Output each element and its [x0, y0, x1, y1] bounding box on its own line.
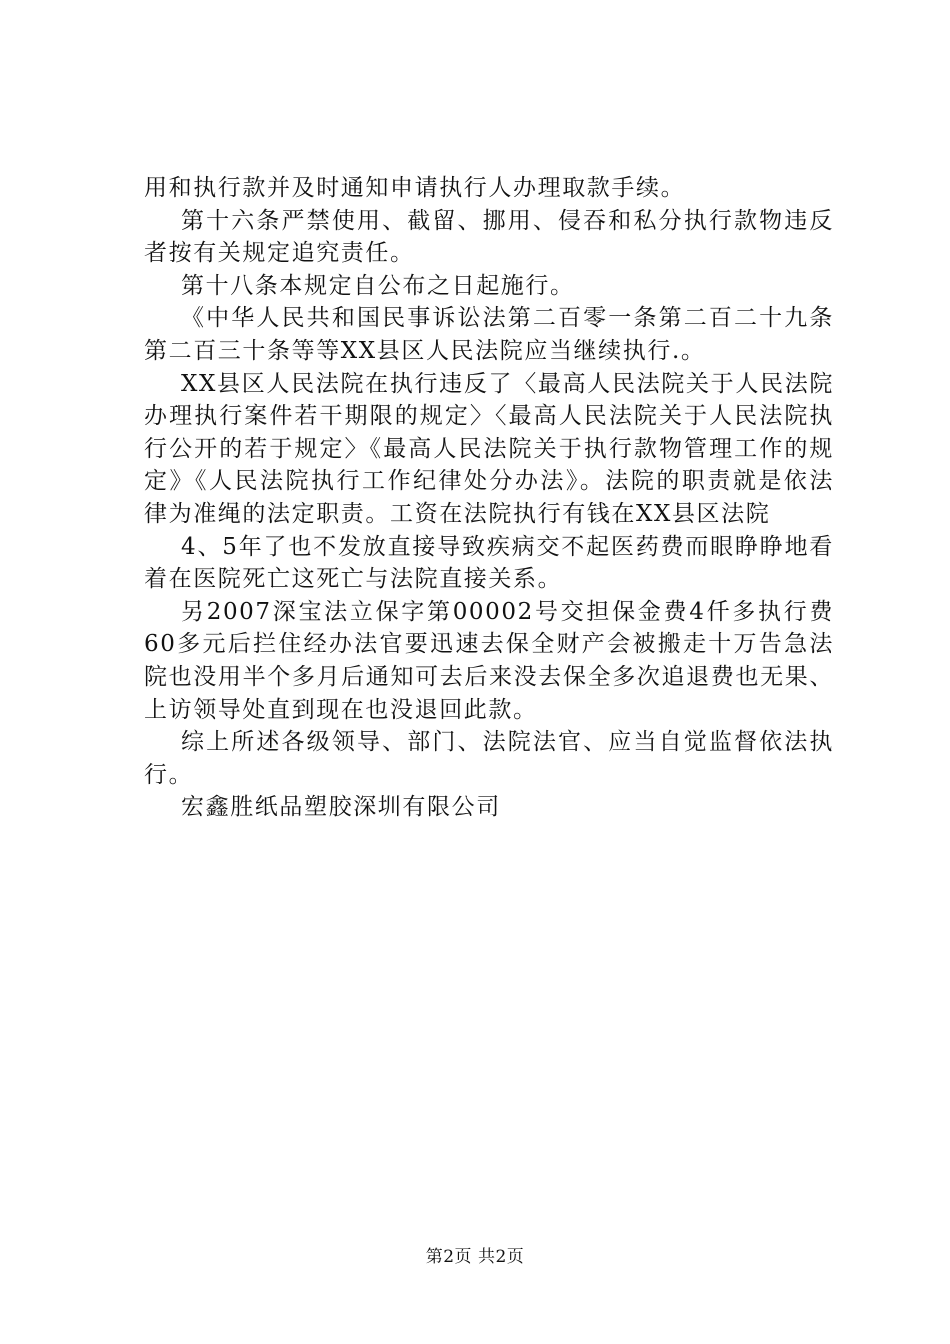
paragraph-5: XX县区人民法院在执行违反了〈最高人民法院关于人民法院办理执行案件若干期限的规定〉〈最高人民法院关于人民法院执行公开的若于规定〉《最高人民法院关于执行款物管理工作的规定》《人民法院执行工作纪律处分办法》。法院的职责就是依法律为准绳的法定职责。工资在法院执行有钱在XX县区法院 [144, 370, 834, 527]
paragraph-3: 第十八条本规定自公布之日起施行。 [181, 272, 575, 299]
paragraph-7: 另2007深宝法立保字第00002号交担保金费4仟多执行费60多元后拦住经办法官要迅速去保全财产会被搬走十万告急法院也没用半个多月后通知可去后来没去保全多次追退费也无果、上访领导处直到现在也没退回此款。 [144, 598, 834, 723]
paragraph-1: 用和执行款并及时通知申请执行人办理取款手续。 [144, 175, 686, 201]
paragraph-6: 4、5年了也不发放直接导致疾病交不起医药费而眼睁睁地看着在医院死亡这死亡与法院直接关系。 [144, 533, 834, 593]
paragraph-8: 综上所述各级领导、部门、法院法官、应当自觉监督依法执行。 [144, 729, 834, 788]
company-signature: 宏鑫胜纸品塑胶深圳有限公司 [181, 794, 501, 821]
page-number-footer: 第2页 共2页 [425, 1247, 525, 1267]
document-body [144, 172, 834, 824]
paragraph-4: 《中华人民共和国民事诉讼法第二百零一条第二百二十九条第二百三十条等等XX县区人民法院应当继续执行.。 [144, 305, 834, 364]
paragraph-2: 第十六条严禁使用、截留、挪用、侵吞和私分执行款物违反者按有关规定追究责任。 [144, 207, 834, 267]
